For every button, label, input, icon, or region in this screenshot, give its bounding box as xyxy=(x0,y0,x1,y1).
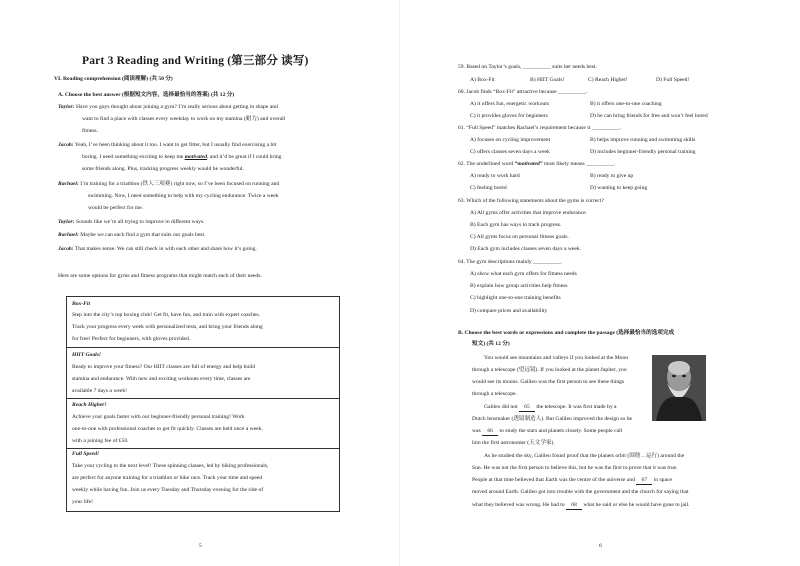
answer-option: B) explain how group activities help fitness xyxy=(470,283,568,289)
answer-option: C) Reach Higher! xyxy=(588,77,628,83)
gym-desc-line: are perfect for anyone training for a triathlon or bike race. Track your time and speed xyxy=(72,475,263,481)
answer-option: C) highlight one-to-one training benefits xyxy=(470,295,561,301)
answer-option: C) All gyms focus on personal fitness goals. xyxy=(470,234,569,240)
gym-desc-line: for free! Perfect for beginners, with gloves provided. xyxy=(72,336,191,342)
gym-desc-line: Step into the city’s top boxing club! Get fit, have fun, and train with expert coaches. xyxy=(72,312,260,318)
answer-option: A) show what each gym offers for fitness needs xyxy=(470,271,577,277)
answer-option: A) Box-Fit xyxy=(470,77,495,83)
question-stem: 62. The underlined word “motivated” most likely means __________. xyxy=(458,161,616,167)
passage-line: Dutch lensmaker (透镜制造人). But Galileo improved the design so he xyxy=(472,416,633,422)
dialogue-line: fitness. xyxy=(82,128,99,134)
blank-67: 67 xyxy=(636,477,652,485)
passage-line: moved around Earth. Galileo got into trouble with the government and the church for saying that xyxy=(472,489,689,495)
answer-option: A) All gyms offer activities that improve endurance. xyxy=(470,210,588,216)
question-stem: 60. Jacob finds “Box-Fit” attractive because __________. xyxy=(458,89,588,95)
answer-option: D) Each gym includes classes seven days a week. xyxy=(470,246,582,252)
subsection-a-title: A. Choose the best answer (根据短文内容，选择最恰当的答案) (共 12 分) xyxy=(58,92,235,98)
answer-option: C) it provides gloves for beginners xyxy=(470,113,548,119)
gym-name: Reach Higher! xyxy=(72,402,107,408)
gym-options-box xyxy=(66,296,340,512)
subsection-b-title: B. Choose the best words or expressions and complete the passage (选择最恰当的选项完成 xyxy=(458,330,675,336)
dialogue-line: Rachael: I’m training for a triathlon (铁人三项赛) right now, so I’ve been focused on running and xyxy=(58,181,280,187)
gym-desc-line: Track your progress every week with personalized tests, and bring your friends along xyxy=(72,324,263,330)
passage-line: was 66 to study the stars and planets closely. Some people call xyxy=(472,428,623,434)
answer-option: D) he can bring friends for free and won’t feel bored xyxy=(590,113,708,119)
dialogue-line: Jacob: That makes sense. We can still check in with each other and share how it’s going. xyxy=(58,246,257,252)
answer-option: D) includes beginner-friendly personal training xyxy=(590,149,696,155)
galileo-portrait xyxy=(652,355,706,421)
dialogue-line: Jacob: Yeah, I’ve been thinking about it too. I want to get fitter, but I usually find exercising a bit xyxy=(58,142,277,148)
gym-desc-line: your life! xyxy=(72,499,93,505)
gym-desc-line: one-to-one with professional coaches to get fit quickly. Classes are held once a week, xyxy=(72,426,263,432)
answer-option: C) feeling bored xyxy=(470,185,507,191)
blank-68: 68 xyxy=(566,502,582,510)
gym-desc-line: Ready to improve your fitness? Our HIIT classes are full of energy and help build xyxy=(72,364,256,370)
right-page xyxy=(400,0,800,566)
box-divider xyxy=(67,398,339,399)
question-stem: 63. Which of the following statements about the gyms is correct? xyxy=(458,198,604,204)
dialogue-line: want to find a place with classes every weekday to work on my stamina (耐力) and overall xyxy=(82,116,286,122)
box-divider xyxy=(67,347,339,348)
answer-option: B) ready to give up xyxy=(590,173,634,179)
passage-line: Sun. He was not the first person to believe this, but he was the first to prove that it was true. xyxy=(472,465,678,471)
subsection-b-title-cont: 短文) (共 12 分) xyxy=(472,341,510,347)
gym-desc-line: weekly while having fun. Join us every Tuesday and Thursday evening for the ride of xyxy=(72,487,264,493)
part-title: Part 3 Reading and Writing (第三部分 读写) xyxy=(82,55,309,67)
section-title: VI. Reading comprehension (阅读理解) (共 50 分) xyxy=(54,76,173,82)
answer-option: A) it offers fun, energetic workouts xyxy=(470,101,550,107)
answer-option: D) wanting to keep going xyxy=(590,185,648,191)
gym-name: Box-Fit xyxy=(72,301,91,307)
passage-line: would see its moons. Galileo was the first person to see these things xyxy=(472,379,625,385)
passage-line: You would see mountains and valleys if you looked at the Moon xyxy=(484,355,629,361)
page-number: 6 xyxy=(599,543,602,549)
answer-option: B) helps improve running and swimming skills xyxy=(590,137,696,143)
gym-desc-line: stamina and endurance. With new and exciting workouts every time, classes are xyxy=(72,376,251,382)
passage-line: As he studied the sky, Galileo found proof that the planets orbit (围绕…运行) around the xyxy=(484,453,685,459)
blank-65: 65 xyxy=(519,404,535,412)
dialogue-line: Taylor: Have you guys thought about joining a gym? I’m really serious about getting in shape and xyxy=(58,104,278,110)
passage-line: People at that time believed that Earth was the centre of the universe and 67 in space xyxy=(472,477,672,483)
options-intro: Here are some options for gyms and fitness programs that might match each of their needs. xyxy=(58,273,262,279)
passage-line: him the first astronomer (天文学家). xyxy=(472,440,555,446)
motivated-word: motivated xyxy=(184,154,208,160)
gym-desc-line: Achieve your goals faster with our beginner-friendly personal training! Work xyxy=(72,414,245,420)
gym-desc-line: available 7 days a week! xyxy=(72,388,127,394)
question-stem: 61. “Full Speed” matches Rachael’s requirement because it __________. xyxy=(458,125,622,131)
dialogue-line: Taylor: Sounds like we’re all trying to improve in different ways. xyxy=(58,219,205,225)
passage-line: through a telescope. xyxy=(472,391,517,397)
answer-option: A) ready to work hard xyxy=(470,173,520,179)
answer-option: D) Full Speed! xyxy=(656,77,690,83)
answer-option: B) it offers one-to-one coaching xyxy=(590,101,662,107)
passage-line: Galileo did not 65 the telescope. It was first made by a xyxy=(484,404,617,410)
blank-66: 66 xyxy=(482,428,498,436)
gym-name: HIIT Goals! xyxy=(72,352,102,358)
answer-option: D) compare prices and availability xyxy=(470,308,548,314)
page-number: 5 xyxy=(199,543,202,549)
dialogue-line: Rachael: Maybe we can each find a gym that suits our goals best. xyxy=(58,232,206,238)
answer-option: C) offers classes seven days a week xyxy=(470,149,550,155)
answer-option: B) HIIT Goals! xyxy=(530,77,565,83)
gym-desc-line: Take your cycling to the next level! These spinning classes, led by biking professionals, xyxy=(72,463,269,469)
gym-name: Full Speed! xyxy=(72,451,100,457)
answer-option: A) focuses on cycling improvement xyxy=(470,137,551,143)
dialogue-line: boring. I need something exciting to keep me motivated, and it’d be great if I could bring xyxy=(82,154,282,160)
gym-desc-line: with a joining fee of £50. xyxy=(72,438,129,444)
passage-line: through a telescope (望远镜). If you looked at the planet Jupiter, you xyxy=(472,367,627,373)
question-stem: 59. Based on Taylor’s goals, __________ suits her needs best. xyxy=(458,64,597,70)
dialogue-line: some friends along. Plus, tracking progress weekly would be wonderful. xyxy=(82,166,244,172)
question-stem: 64. The gym descriptions mainly __________. xyxy=(458,259,563,265)
dialogue-line: would be perfect for me. xyxy=(88,205,144,211)
box-divider xyxy=(67,448,339,449)
dialogue-line: swimming. Now, I need something to help with my cycling endurance. Twice a week xyxy=(88,193,279,199)
passage-line: what they believed was wrong. He had to 68 what he said or else he would have gone to jail. xyxy=(472,502,690,508)
answer-option: B) Each gym has ways to track progress. xyxy=(470,222,562,228)
